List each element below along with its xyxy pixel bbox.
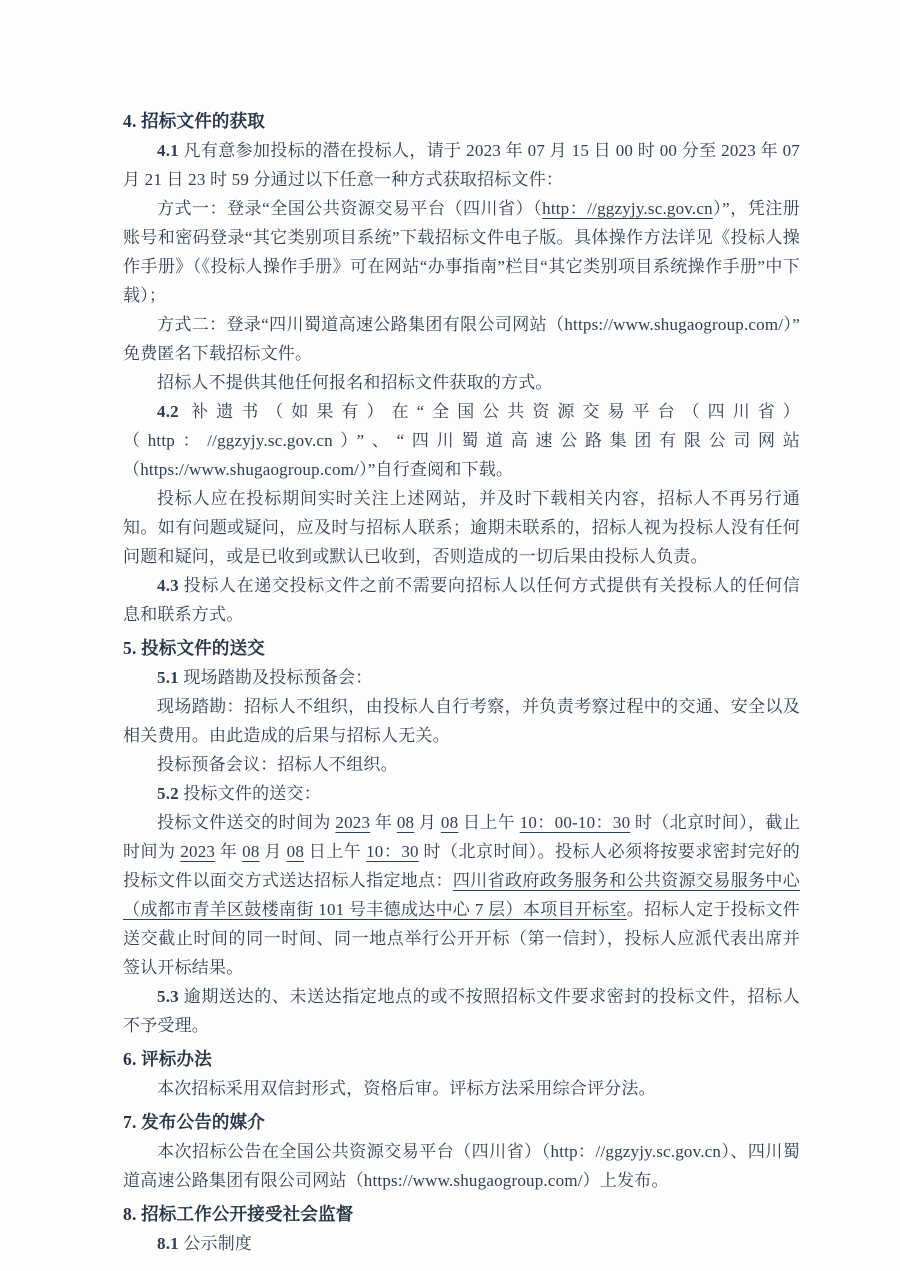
- text-run: 方式二：登录“四川蜀道高速公路集团有限公司网站（https://www.shugaogroup.com/）”免费匿名下载招标文件。: [123, 315, 800, 363]
- text-run: 年: [370, 813, 397, 832]
- text-run: 4. 招标文件的获取: [123, 111, 265, 131]
- paragraph: [123, 1074, 800, 1103]
- text-run: 日上午: [458, 813, 520, 832]
- text-run: 8.1: [157, 1234, 184, 1253]
- paragraph: [123, 982, 800, 1040]
- text-run: 5. 投标文件的送交: [123, 638, 265, 658]
- underlined-text-run: 08: [242, 842, 260, 861]
- section-heading: [123, 1200, 800, 1229]
- underlined-text-run: 08: [286, 842, 305, 861]
- paragraph: [123, 779, 800, 808]
- text-run: 5.3: [157, 987, 184, 1006]
- text-run: ）”，凭注册账号和密码登录“其它类别项目系统”下载招标文件电子版。具体操作方法详见《投标人操作手册》（《投标人操作手册》可在网站“办事指南”栏目“其它类别项目系统操作手册”中下载）；: [123, 199, 800, 305]
- text-run: 投标预备会议：招标人不组织。: [157, 755, 398, 774]
- underlined-text-run: 08: [396, 813, 415, 832]
- section-heading: [123, 1108, 800, 1137]
- text-run: 方式一：登录“全国公共资源交易平台（四川省）（: [157, 199, 543, 218]
- text-run: 年: [215, 842, 243, 861]
- paragraph: [123, 571, 800, 629]
- text-run: 投标文件的送交：: [183, 784, 321, 803]
- paragraph: [123, 484, 800, 571]
- underlined-text-run: 2023: [335, 813, 371, 832]
- text-run: 6. 评标办法: [123, 1049, 212, 1069]
- paragraph: [123, 1137, 800, 1195]
- text-run: 月: [259, 842, 287, 861]
- text-run: 8. 招标工作公开接受社会监督: [123, 1204, 354, 1224]
- paragraph: [123, 663, 800, 692]
- text-run: 5.2: [157, 784, 184, 803]
- text-run: 月: [414, 813, 441, 832]
- text-run: 4.2: [157, 402, 192, 421]
- section-heading: [123, 1045, 800, 1074]
- underlined-text-run: http：//ggzyjy.sc.gov.cn: [542, 199, 713, 218]
- text-run: 7. 发布公告的媒介: [123, 1112, 265, 1132]
- underlined-text-run: 08: [440, 813, 459, 832]
- paragraph: [123, 397, 800, 484]
- underlined-text-run: 2023: [180, 842, 216, 861]
- text-run: 本次招标采用双信封形式，资格后审。评标方法采用综合评分法。: [157, 1079, 656, 1098]
- section-heading: [123, 634, 800, 663]
- text-run: 凡有意参加投标的潜在投标人，请于 2023 年 07 月 15 日 00 时 00 分至 2023 年 07 月 21 日 23 时 59 分通过以下任意一种方式获取招标文件：: [123, 141, 800, 189]
- text-run: 补遗书（如果有）在“全国公共资源交易平台（四川省）（http：//ggzyjy.sc.gov.cn）”、“四川蜀道高速公路集团有限公司网站（https://www.shugaogroup.com/）”自行查阅和下载。: [123, 402, 800, 479]
- text-run: 逾期送达的、未送达指定地点的或不按照招标文件要求密封的投标文件，招标人不予受理。: [123, 987, 801, 1035]
- text-run: 5.1: [157, 668, 184, 687]
- paragraph: [123, 808, 800, 982]
- underlined-text-run: 10：00-10：30: [519, 813, 631, 832]
- document-body: [123, 107, 800, 1258]
- text-run: 现场踏勘：招标人不组织，由投标人自行考察，并负责考察过程中的交通、安全以及相关费用。由此造成的后果与招标人无关。: [123, 697, 800, 745]
- paragraph: [123, 368, 800, 397]
- paragraph: [123, 1229, 800, 1258]
- paragraph: [123, 750, 800, 779]
- paragraph: [123, 692, 800, 750]
- text-run: 现场踏勘及投标预备会：: [183, 668, 373, 687]
- underlined-text-run: 10：30: [366, 842, 419, 861]
- paragraph: [123, 310, 800, 368]
- paragraph: [123, 194, 800, 310]
- text-run: 。招标人定于投标文件送交截止时间的同一时间、同一地点举行公开开标（第一信封），投标人应派代表出席并签认开标结果。: [123, 900, 800, 977]
- text-run: 时（北京时间），截止时间为: [123, 813, 801, 861]
- underlined-text-run: 四川省政府政务服务和公共资源交易服务中心（成都市青羊区鼓楼南街 101 号丰德成达中心 7 层）本项目开标室: [123, 871, 800, 919]
- text-run: 4.3: [157, 576, 184, 595]
- text-run: 投标文件送交的时间为: [157, 813, 336, 832]
- text-run: 招标人不提供其他任何报名和招标文件获取的方式。: [157, 373, 553, 392]
- section-heading: [123, 107, 800, 136]
- text-run: 4.1: [157, 141, 184, 160]
- text-run: 本次招标公告在全国公共资源交易平台（四川省）（http：//ggzyjy.sc.gov.cn）、四川蜀道高速公路集团有限公司网站（https://www.shugaogroup.com/）上发布。: [123, 1142, 800, 1190]
- text-run: 公示制度: [183, 1234, 253, 1253]
- text-run: 日上午: [304, 842, 367, 861]
- text-run: 投标人应在投标期间实时关注上述网站，并及时下载相关内容，招标人不再另行通知。如有问题或疑问，应及时与招标人联系；逾期未联系的，招标人视为投标人没有任何问题和疑问，或是已收到或默认已收到，否则造成的一切后果由投标人负责。: [123, 489, 800, 566]
- paragraph: [123, 136, 800, 194]
- text-run: 投标人在递交投标文件之前不需要向招标人以任何方式提供有关投标人的任何信息和联系方式。: [123, 576, 801, 624]
- text-run: 时（北京时间）。投标人必须将按要求密封完好的投标文件以面交方式送达招标人指定地点：: [123, 842, 801, 890]
